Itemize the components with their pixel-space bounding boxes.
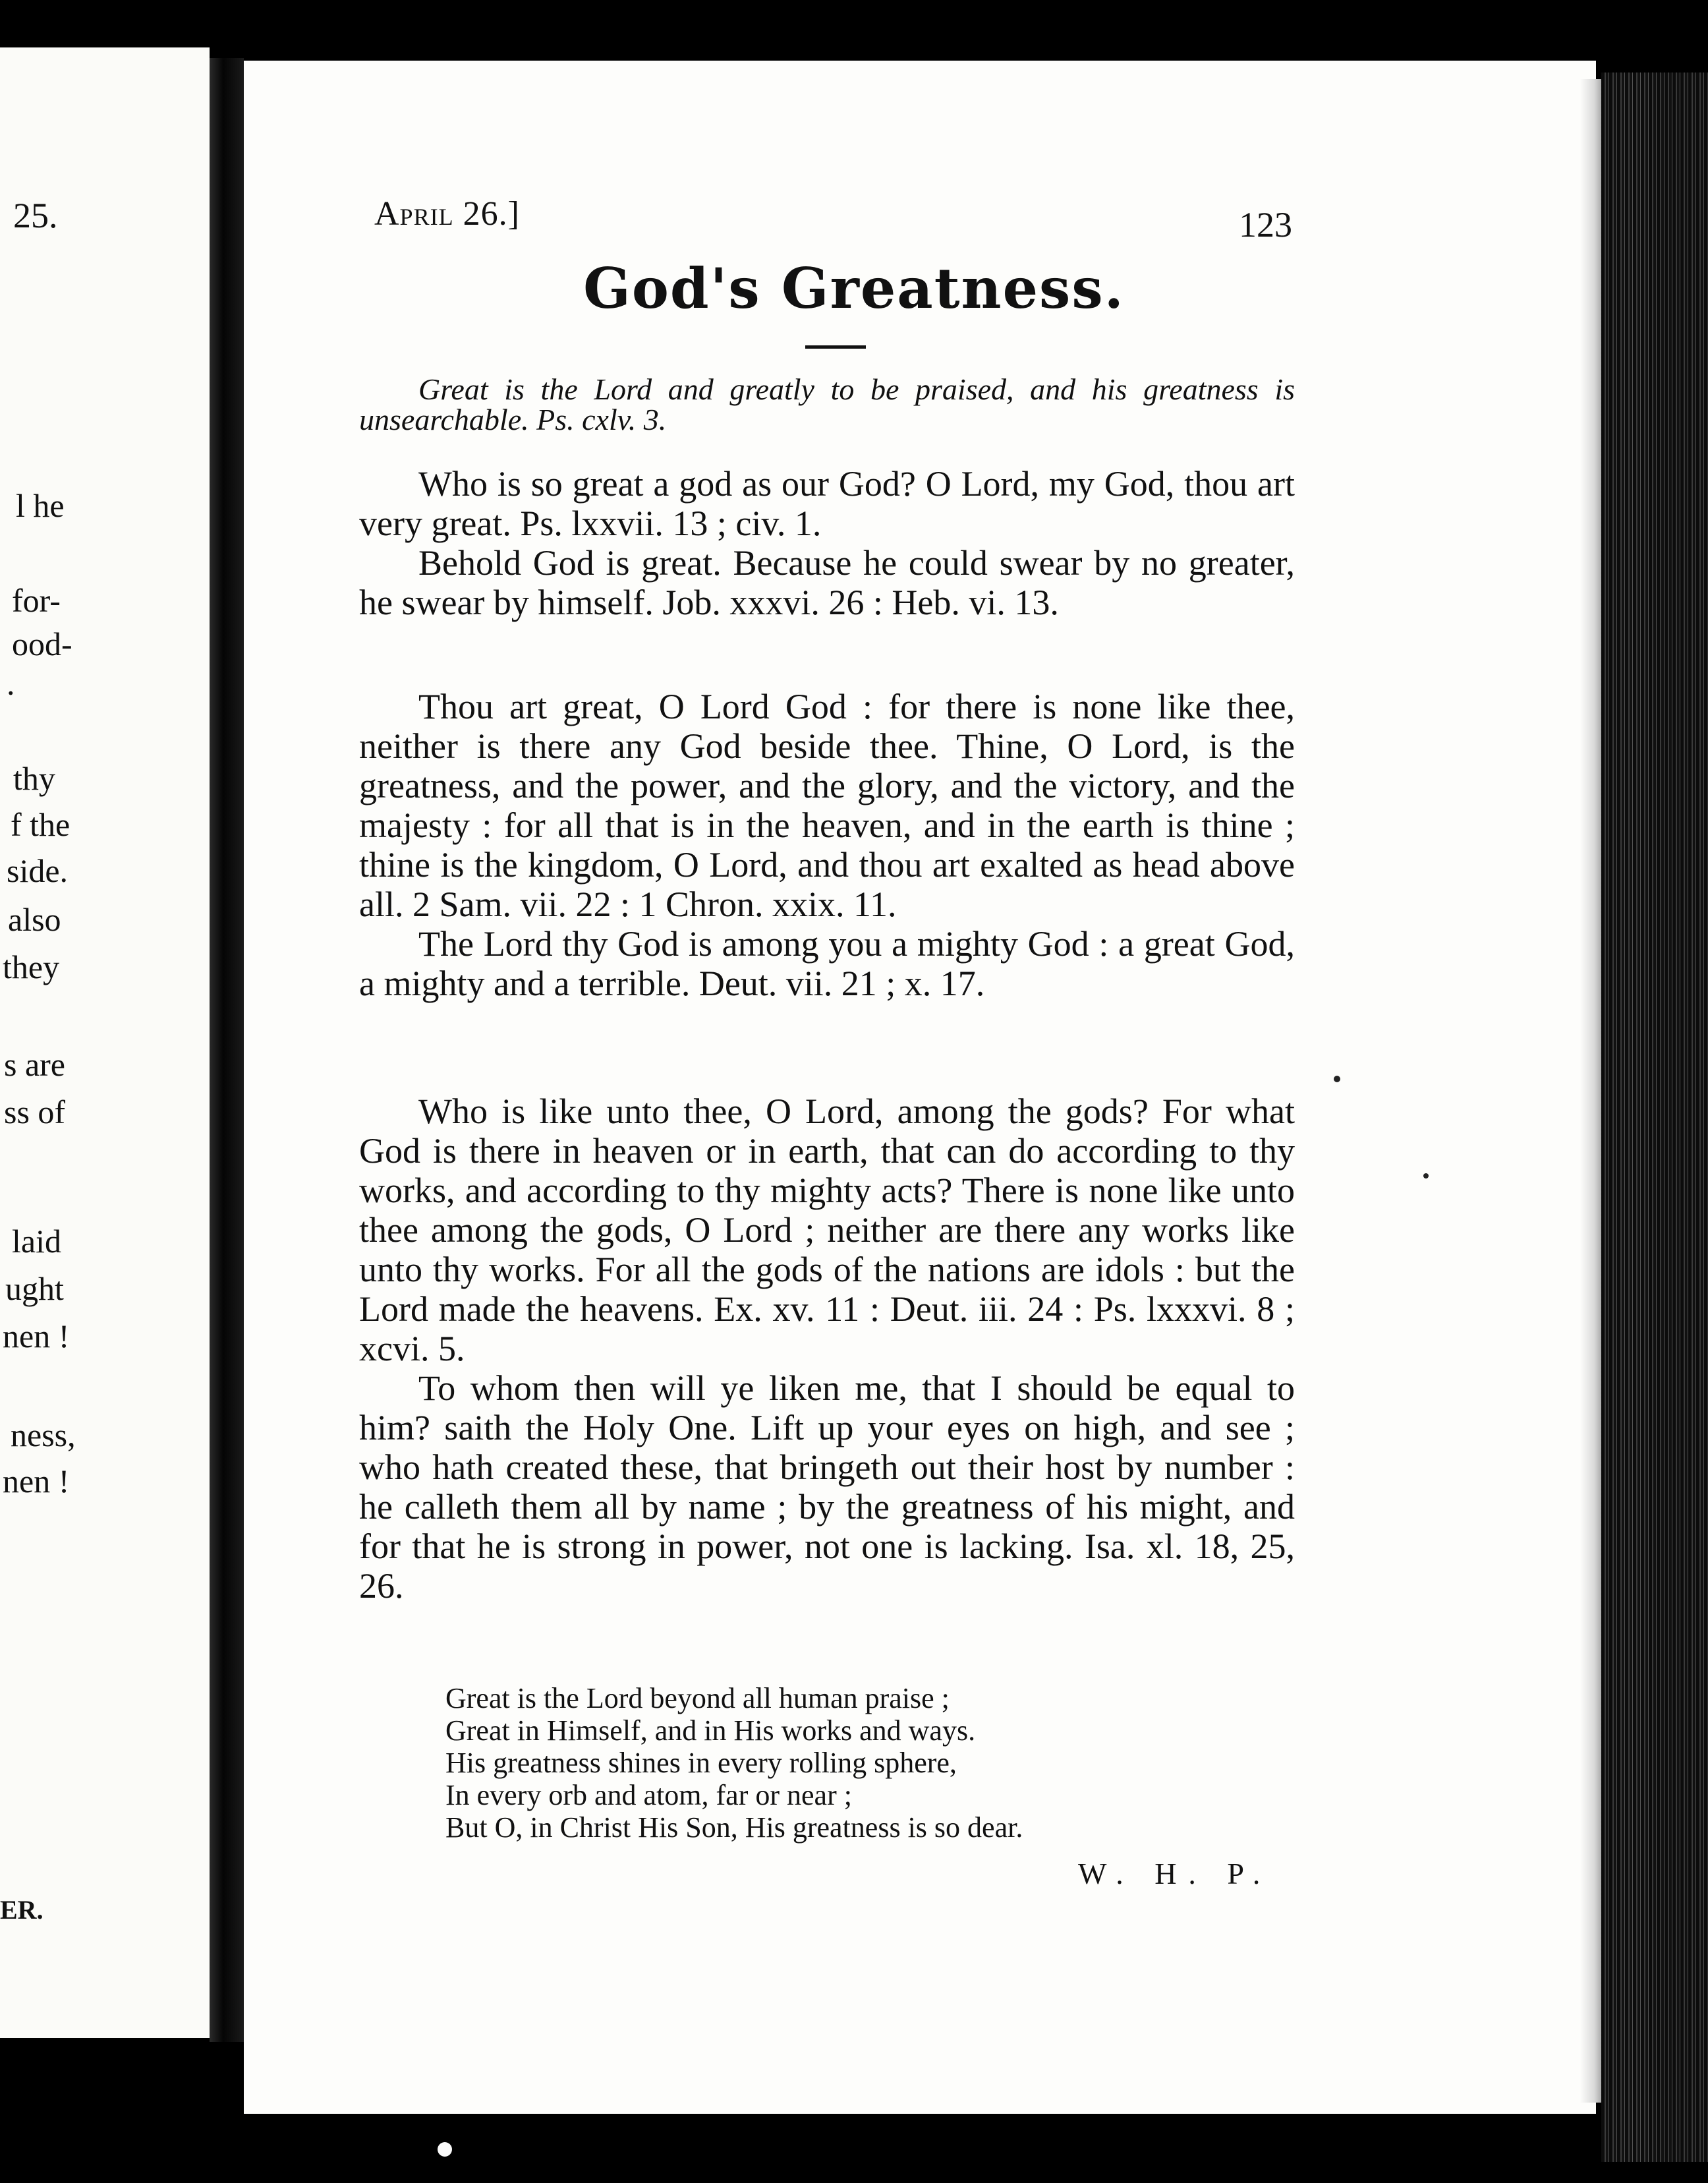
page-edge-shadow <box>1580 79 1604 2103</box>
scan-speck <box>1334 1076 1340 1082</box>
left-page-line: thy <box>13 760 55 797</box>
left-page-line: 25. <box>13 196 58 235</box>
poem <box>445 1682 1023 1844</box>
left-page-line: ss of <box>4 1093 66 1130</box>
scripture-paragraph: Who is like unto thee, O Lord, among the gods? For what God is there in heaven or in earth, that can do according to thy works, and according to thy mighty acts? There is none like unto thee among the gods, O Lord ; neither are there any works like unto thy works. For all the gods of the nations are idols : but the Lord made the heavens. Ex. xv. 11 : Deut. iii. 24 : Ps. lxxxvi. 8 ; xcvi. 5. <box>359 1092 1295 1368</box>
scripture-paragraph: Who is so great a god as our God? O Lord, my God, thou art very great. Ps. lxxvii. 13 ; civ. 1. <box>359 464 1295 543</box>
left-page-line: . <box>7 665 15 702</box>
left-page-line: nen ! <box>3 1463 70 1499</box>
poem-line: His greatness shines in every rolling sphere, <box>445 1747 957 1779</box>
scripture-paragraph: The Lord thy God is among you a mighty God : a great God, a mighty and a terrible. Deut. vii. 21 ; x. 17. <box>359 924 1295 1003</box>
epigraph <box>359 374 1295 435</box>
title-rule <box>805 345 866 349</box>
running-head <box>374 194 520 233</box>
scripture-paragraph: Behold God is great. Because he could swear by no greater, he swear by himself. Job. xxxvi. 26 : Heb. vi. 13. <box>359 543 1295 622</box>
left-page-line: they <box>3 948 60 985</box>
left-page-line: also <box>8 901 61 938</box>
left-page-line: f the <box>11 806 71 843</box>
previous-page <box>0 47 210 2038</box>
scripture-section-1 <box>359 464 1295 622</box>
running-head-day: 26.] <box>463 195 520 233</box>
epigraph-text: Great is the Lord and greatly to be praised, and his greatness is unsearchable. Ps. cxlv. 3. <box>359 372 1295 436</box>
scripture-section-2 <box>359 687 1295 1003</box>
page-number: 123 <box>1239 205 1292 245</box>
book-fore-edge <box>1601 73 1708 2162</box>
page-title: God's Greatness. <box>583 256 1125 321</box>
left-page-line: ER. <box>0 1895 43 1925</box>
scripture-paragraph: Thou art great, O Lord God : for there is none like thee, neither is there any God beside thee. Thine, O Lord, is the greatness, and the power, and the glory, and the victory, and the majesty : for all that is in the heaven, and in the earth is thine ; thine is the kingdom, O Lord, and thou art exalted as head above all. 2 Sam. vii. 22 : 1 Chron. xxix. 11. <box>359 687 1295 924</box>
book-gutter <box>210 58 244 2042</box>
scripture-section-3 <box>359 1092 1295 1606</box>
poem-line: In every orb and atom, far or near ; <box>445 1779 852 1811</box>
scripture-paragraph: To whom then will ye liken me, that I should be equal to him? saith the Holy One. Lift up your eyes on high, and see ; who hath created these, that bringeth out their host by number : he calleth them all by name ; by the greatness of his might, and for that he is strong in power, not one is lacking. Isa. xl. 18, 25, 26. <box>359 1368 1295 1606</box>
poem-signature: W. H. P. <box>1078 1857 1272 1890</box>
poem-line: But O, in Christ His Son, His greatness is so dear. <box>445 1811 1023 1844</box>
left-page-line: l he <box>16 487 65 524</box>
left-page-line: ood- <box>12 626 72 662</box>
scan-speck <box>1423 1173 1429 1179</box>
left-page-line: side. <box>7 852 69 889</box>
left-page-line: for- <box>12 582 61 619</box>
left-page-line: ught <box>5 1270 64 1307</box>
poem-line: Great in Himself, and in His works and ways. <box>445 1714 976 1747</box>
left-page-line: nen ! <box>3 1318 70 1354</box>
running-head-month: April <box>374 195 454 233</box>
left-page-line: ness, <box>11 1416 76 1453</box>
left-page-line: laid <box>12 1223 61 1260</box>
left-page-line: s are <box>4 1046 65 1083</box>
poem-line: Great is the Lord beyond all human praise ; <box>445 1682 950 1714</box>
scan-speck <box>438 2142 452 2157</box>
